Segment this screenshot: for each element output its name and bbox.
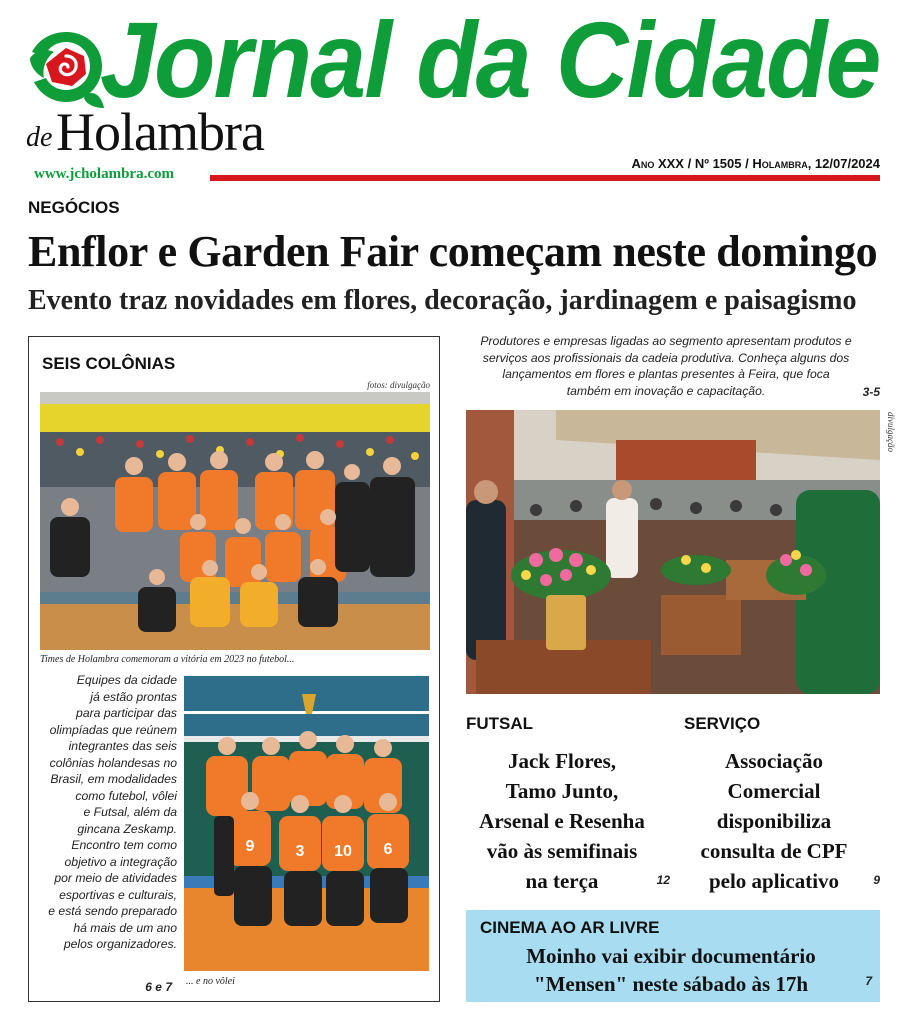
page-ref-servico[interactable]: 9 [873,873,880,887]
body-line: esportivas e culturais, [59,887,177,902]
city-name: Holambra [56,102,264,162]
body-line: objetivo a integração [64,854,177,869]
body-line: e Futsal, além da [83,805,177,819]
story-line: Comercial [727,779,821,803]
story-line: Tamo Junto, [505,779,619,803]
summary-line: lançamentos em flores e plantas presentes à Feira, que foca [502,367,830,381]
story-line: Moinho vai exibir documentário [526,944,816,968]
page-ref-cinema[interactable]: 7 [865,974,872,988]
body-line: há mais de um ano [73,920,177,935]
lead-subheadline: Evento traz novidades em flores, decoração, jardinagem e paisagismo [28,285,857,316]
story-line: "Mensen" neste sábado às 17h [533,972,809,996]
body-line: Brasil, em modalidades [50,772,177,786]
photo-credit: fotos: divulgação [367,380,430,390]
summary-line: serviços aos profissionais da cadeia produtiva. Conheça alguns dos [482,350,850,365]
body-line: para participar das [76,706,177,720]
summary-line: Produtores e empresas ligadas ao segmento apresentam produtos e [480,334,852,348]
jersey-number: 10 [334,843,352,860]
section-cinema: CINEMA AO AR LIVRE [480,918,660,937]
body-line: por meio de atividades [54,871,177,885]
story-line: pelo aplicativo [708,869,840,893]
section-seis-colonias: SEIS COLÔNIAS [42,354,176,373]
story-line: na terça [525,869,599,893]
body-line: colônias holandesas no [49,755,177,770]
jersey-number: 9 [245,838,255,855]
section-futsal: FUTSAL [466,714,534,733]
page-ref-futsal[interactable]: 12 [656,873,670,887]
story-line: Associação [725,749,823,773]
body-line: gincana Zeskamp. [77,821,177,836]
page-ref-lead[interactable]: 3-5 [862,385,880,399]
lead-headline[interactable]: Enflor e Garden Fair começam neste domingo [28,227,878,276]
body-line: olimpíadas que reúnem [49,722,177,737]
story-line: vão às semifinais [486,839,638,863]
body-line: como futebol, vôlei [75,788,177,803]
section-servico: SERVIÇO [684,714,761,733]
body-line: Equipes da cidade [76,673,177,687]
section-negocios: NEGÓCIOS [28,198,120,217]
garden-fair-photo [466,410,880,694]
football-team-photo [40,392,430,650]
body-line: integrantes das seis [68,739,177,753]
story-line: consulta de CPF [700,839,848,863]
fair-photo-credit: divulgação [886,412,896,452]
masthead-rule [210,175,880,181]
story-line: disponibiliza [716,809,832,833]
jersey-number: 3 [295,843,305,860]
servico-story[interactable] [684,746,864,896]
body-line: Encontro tem como [71,838,177,852]
lead-summary [466,333,866,399]
body-line: e está sendo preparado [48,904,177,918]
body-line: já estão prontas [90,689,177,704]
seis-colonias-body [34,672,177,953]
caption-volleyball: ... e no vôlei [186,976,235,987]
edition-info: Ano XXX / Nº 1505 / Holambra, 12/07/2024 [631,156,880,171]
body-line: pelos organizadores. [63,937,177,951]
caption-football: Times de Holambra comemoram a vitória em 2023 no futebol... [40,654,295,665]
futsal-story[interactable] [462,746,662,896]
volleyball-team-photo [184,676,429,971]
newspaper-title: Jornal da Cidade [100,0,880,120]
summary-line: também em inovação e capacitação. [566,383,766,398]
story-line: Jack Flores, [507,749,617,773]
de-label: de [26,122,53,153]
website-link[interactable]: www.jcholambra.com [34,166,174,182]
cinema-story[interactable] [476,942,866,998]
jersey-number: 6 [383,841,393,858]
story-line: Arsenal e Resenha [479,809,645,833]
rose-logo-icon [26,28,106,110]
page-ref-seis-colonias[interactable]: 6 e 7 [145,980,172,994]
